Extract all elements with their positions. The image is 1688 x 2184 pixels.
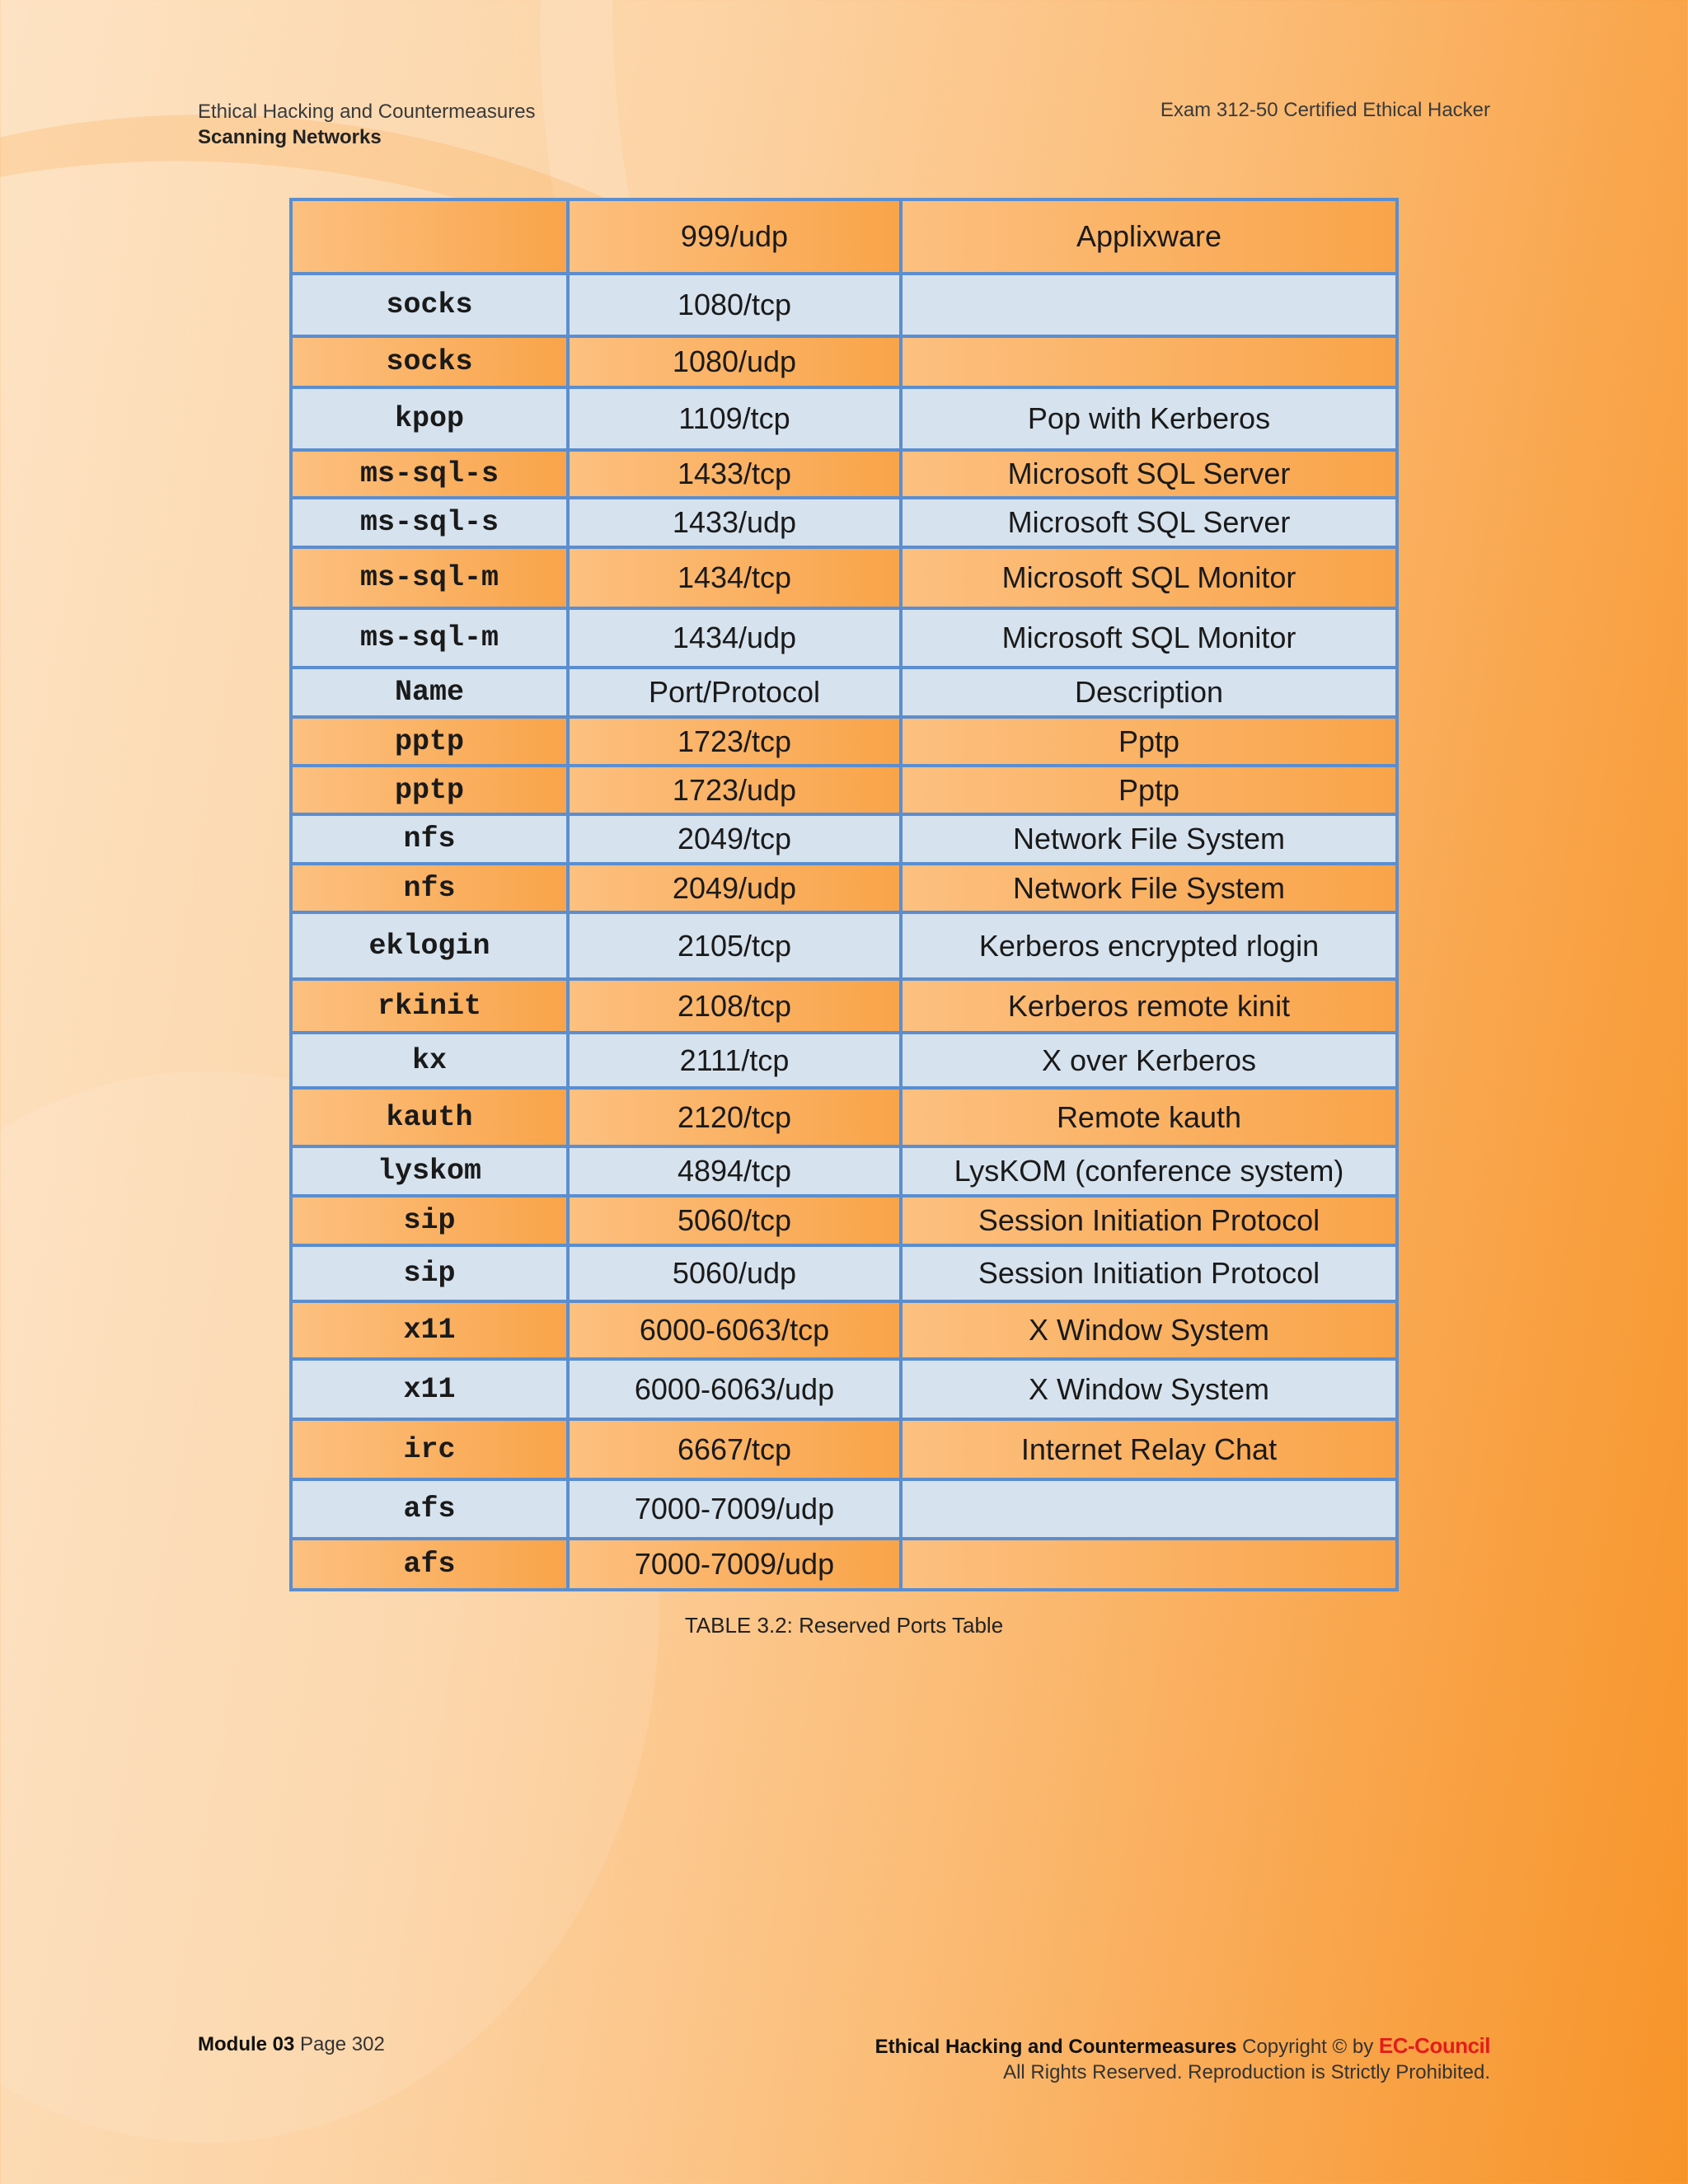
- port-description-cell: [901, 1539, 1397, 1590]
- port-description-cell: Kerberos remote kinit: [901, 979, 1397, 1033]
- port-protocol-cell: 7000-7009/udp: [568, 1479, 901, 1539]
- table-row: [291, 199, 1397, 274]
- port-description-cell: [901, 336, 1397, 387]
- port-protocol-cell: 2120/tcp: [568, 1088, 901, 1146]
- port-protocol-cell: 1080/udp: [568, 336, 901, 387]
- port-protocol-cell: 5060/tcp: [568, 1196, 901, 1245]
- port-description-cell: Microsoft SQL Monitor: [901, 547, 1397, 608]
- module-label: Module 03: [198, 2033, 295, 2055]
- column-header-port-protocol: Port/Protocol: [568, 668, 901, 717]
- table-row: [291, 1539, 1397, 1590]
- port-name-cell: nfs: [291, 864, 568, 912]
- port-protocol-cell: 1434/tcp: [568, 547, 901, 608]
- table-row: [291, 766, 1397, 814]
- port-name-cell: kx: [291, 1033, 568, 1088]
- port-name-cell: nfs: [291, 814, 568, 864]
- port-description-cell: Network File System: [901, 814, 1397, 864]
- table-row: [291, 608, 1397, 668]
- port-description-cell: Applixware: [901, 199, 1397, 274]
- port-description-cell: Microsoft SQL Server: [901, 498, 1397, 547]
- port-name-cell: afs: [291, 1479, 568, 1539]
- port-description-cell: LysKOM (conference system): [901, 1146, 1397, 1196]
- port-description-cell: Pop with Kerberos: [901, 387, 1397, 450]
- port-protocol-cell: 2105/tcp: [568, 912, 901, 979]
- table-row: [291, 1146, 1397, 1196]
- port-protocol-cell: 999/udp: [568, 199, 901, 274]
- port-name-cell: [291, 199, 568, 274]
- port-protocol-cell: 1433/tcp: [568, 450, 901, 498]
- port-name-cell: irc: [291, 1419, 568, 1479]
- port-protocol-cell: 7000-7009/udp: [568, 1539, 901, 1590]
- port-name-cell: sip: [291, 1245, 568, 1301]
- port-description-cell: X Window System: [901, 1301, 1397, 1359]
- port-name-cell: ms-sql-s: [291, 498, 568, 547]
- port-name-cell: kpop: [291, 387, 568, 450]
- port-protocol-cell: 2108/tcp: [568, 979, 901, 1033]
- port-description-cell: Session Initiation Protocol: [901, 1245, 1397, 1301]
- port-name-cell: ms-sql-m: [291, 608, 568, 668]
- ec-council-logo: EC-Council: [1378, 2033, 1490, 2058]
- copyright-text: Copyright © by: [1242, 2036, 1374, 2058]
- table-header-row: [291, 668, 1397, 717]
- port-protocol-cell: 1080/tcp: [568, 274, 901, 336]
- port-description-cell: Pptp: [901, 717, 1397, 766]
- port-description-cell: [901, 1479, 1397, 1539]
- table-row: [291, 864, 1397, 912]
- port-name-cell: kauth: [291, 1088, 568, 1146]
- port-description-cell: Network File System: [901, 864, 1397, 912]
- table-row: [291, 336, 1397, 387]
- page-footer-right: [875, 2033, 1490, 2085]
- page-header-left: [198, 99, 536, 150]
- port-name-cell: x11: [291, 1359, 568, 1419]
- port-name-cell: x11: [291, 1301, 568, 1359]
- port-protocol-cell: 1433/udp: [568, 498, 901, 547]
- port-name-cell: sip: [291, 1196, 568, 1245]
- table-row: [291, 1359, 1397, 1419]
- table-row: [291, 498, 1397, 547]
- page-number: Page 302: [300, 2033, 385, 2055]
- port-protocol-cell: 2111/tcp: [568, 1033, 901, 1088]
- table-row: [291, 717, 1397, 766]
- port-name-cell: ms-sql-m: [291, 547, 568, 608]
- port-description-cell: Kerberos encrypted rlogin: [901, 912, 1397, 979]
- page-footer-left: [198, 2033, 385, 2056]
- port-name-cell: pptp: [291, 717, 568, 766]
- port-protocol-cell: 6000-6063/udp: [568, 1359, 901, 1419]
- table-row: [291, 1245, 1397, 1301]
- port-name-cell: rkinit: [291, 979, 568, 1033]
- port-name-cell: eklogin: [291, 912, 568, 979]
- port-description-cell: Microsoft SQL Monitor: [901, 608, 1397, 668]
- column-header-name: Name: [291, 668, 568, 717]
- exam-title: Exam 312-50 Certified Ethical Hacker: [1160, 99, 1490, 121]
- reserved-ports-table: [289, 198, 1399, 1591]
- table-row: [291, 1419, 1397, 1479]
- port-protocol-cell: 1723/tcp: [568, 717, 901, 766]
- port-description-cell: Session Initiation Protocol: [901, 1196, 1397, 1245]
- table-row: [291, 1088, 1397, 1146]
- port-description-cell: [901, 274, 1397, 336]
- footer-book-title: Ethical Hacking and Countermeasures: [874, 2036, 1237, 2058]
- table-row: [291, 547, 1397, 608]
- port-description-cell: Internet Relay Chat: [901, 1419, 1397, 1479]
- port-name-cell: socks: [291, 336, 568, 387]
- port-name-cell: lyskom: [291, 1146, 568, 1196]
- table-row: [291, 387, 1397, 450]
- port-name-cell: afs: [291, 1539, 568, 1590]
- port-name-cell: socks: [291, 274, 568, 336]
- table-row: [291, 1196, 1397, 1245]
- port-description-cell: Microsoft SQL Server: [901, 450, 1397, 498]
- section-title: Scanning Networks: [198, 126, 382, 148]
- port-protocol-cell: 6000-6063/tcp: [568, 1301, 901, 1359]
- rights-text: All Rights Reserved. Reproduction is Strictly Prohibited.: [1003, 2061, 1490, 2083]
- port-name-cell: ms-sql-s: [291, 450, 568, 498]
- table-row: [291, 450, 1397, 498]
- port-name-cell: pptp: [291, 766, 568, 814]
- port-protocol-cell: 1109/tcp: [568, 387, 901, 450]
- port-protocol-cell: 4894/tcp: [568, 1146, 901, 1196]
- port-protocol-cell: 2049/tcp: [568, 814, 901, 864]
- table-row: [291, 274, 1397, 336]
- book-title: Ethical Hacking and Countermeasures: [198, 101, 536, 123]
- port-protocol-cell: 1723/udp: [568, 766, 901, 814]
- port-protocol-cell: 1434/udp: [568, 608, 901, 668]
- table-caption: TABLE 3.2: Reserved Ports Table: [684, 1613, 1004, 1638]
- port-protocol-cell: 5060/udp: [568, 1245, 901, 1301]
- table-row: [291, 1301, 1397, 1359]
- port-description-cell: Pptp: [901, 766, 1397, 814]
- port-description-cell: X over Kerberos: [901, 1033, 1397, 1088]
- table-row: [291, 1033, 1397, 1088]
- port-description-cell: Remote kauth: [901, 1088, 1397, 1146]
- table-row: [291, 912, 1397, 979]
- port-protocol-cell: 6667/tcp: [568, 1419, 901, 1479]
- table-row: [291, 1479, 1397, 1539]
- column-header-description: Description: [901, 668, 1397, 717]
- port-description-cell: X Window System: [901, 1359, 1397, 1419]
- table-row: [291, 979, 1397, 1033]
- table-row: [291, 814, 1397, 864]
- port-protocol-cell: 2049/udp: [568, 864, 901, 912]
